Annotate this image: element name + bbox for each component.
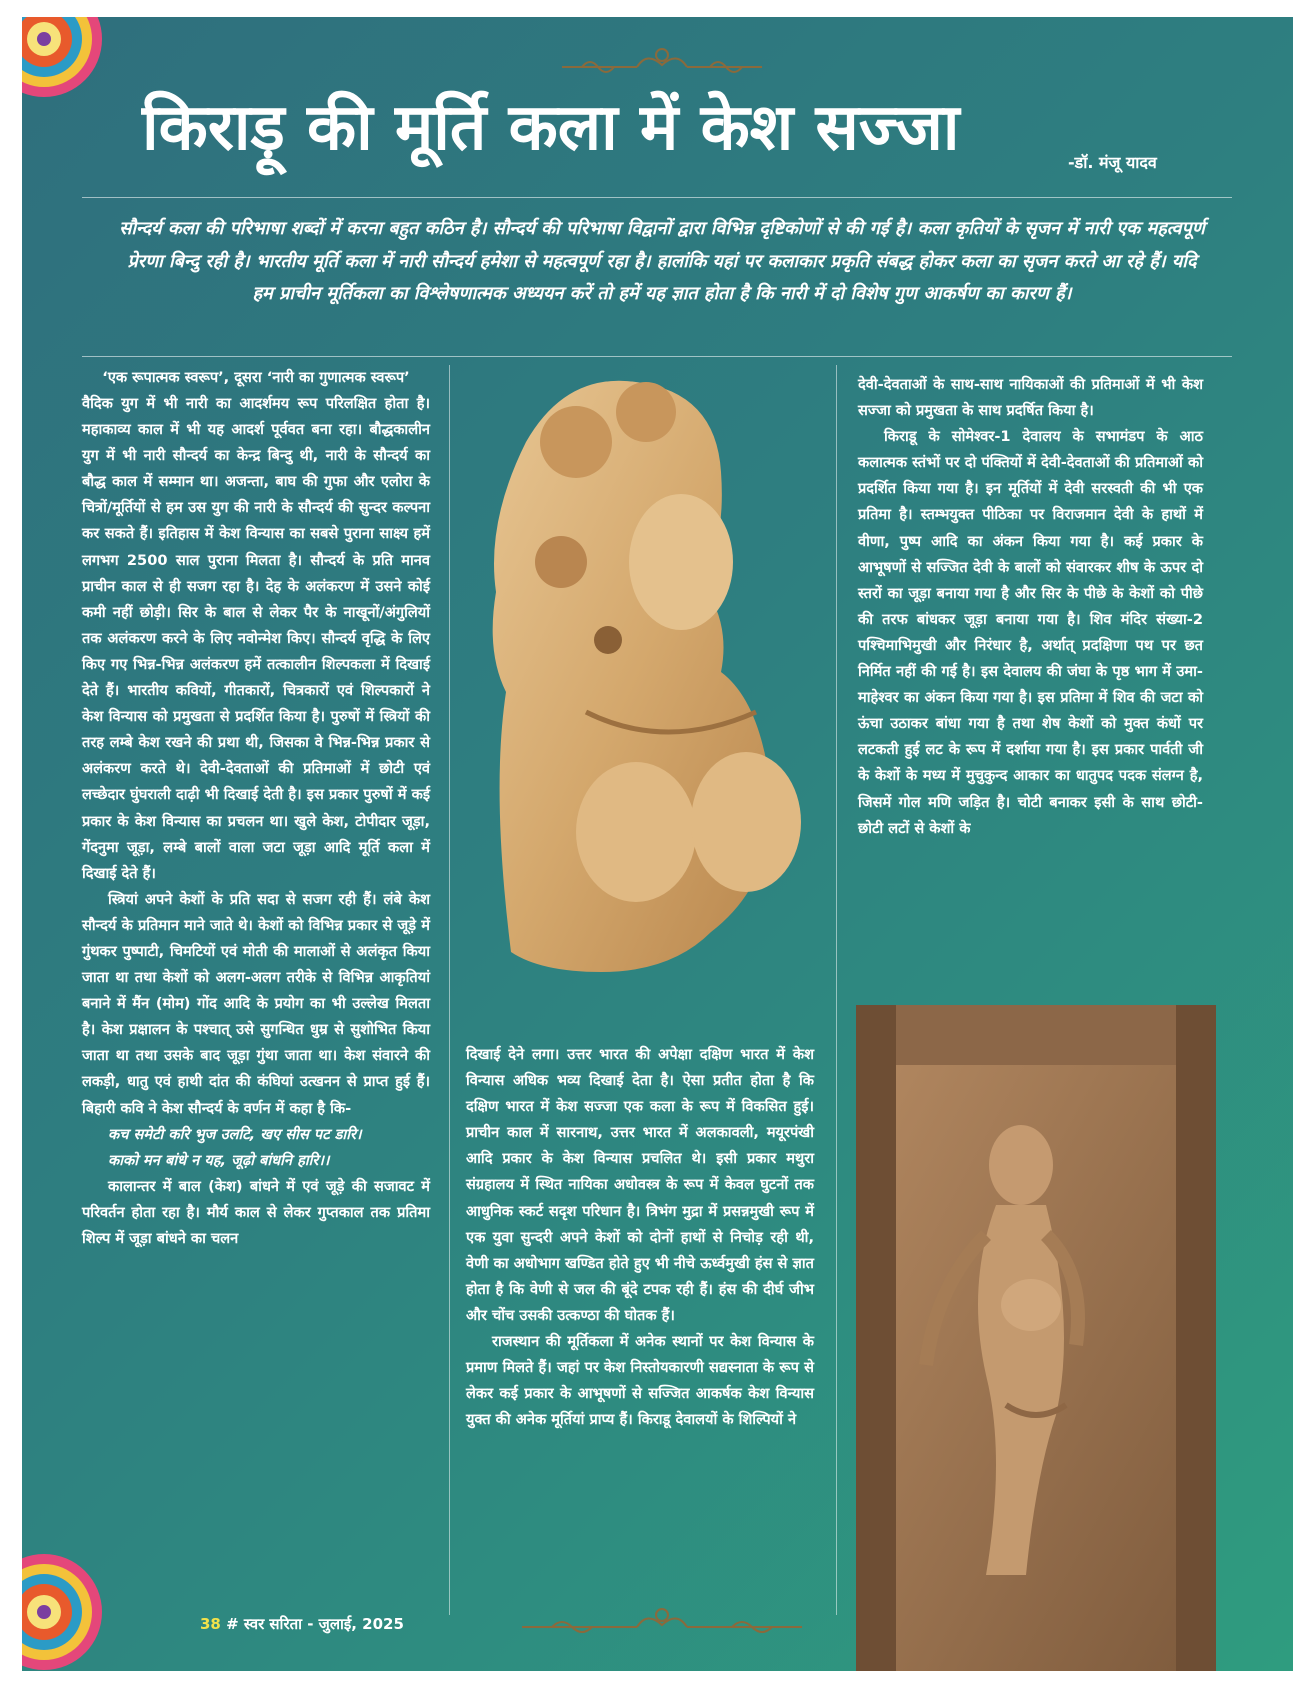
temple-carving-image [856,1005,1216,1671]
column-2 [466,1042,814,1433]
paragraph: कालान्तर में बाल (केश) बांधने में एवं जूड़े की सजावट में परिवर्तन होता रहा है। मौर्य काल से लेकर गुप्तकाल तक प्रतिमा शिल्प में जूड़ा बांधने का चलन [82,1177,430,1247]
divider-top [82,197,1232,198]
article-title: किराड़ू की मूर्ति कला में केश सज्जा [142,91,960,165]
verse-line: काको मन बांधे न यह, जूढ़ो बांधनि हारि।। [108,1151,330,1169]
paragraph: देवी-देवताओं के साथ-साथ नायिकाओं की प्रतिमाओं में भी केश सज्जा को प्रमुखता के साथ प्रदर्षित किया है। [858,376,1203,420]
column-subhead: ‘एक रूपात्मक स्वरूप’, दूसरा ‘नारी का गुणात्मक स्वरूप’ [102,369,410,386]
paragraph: स्त्रियां अपने केशों के प्रति सदा से सजग रही हैं। लंबे केश सौन्दर्य के प्रतिमान माने जाते थे। केशों को विभिन्न प्रकार से जूड़े में गुंथकर पुष्पाटी, चिमटियों एवं मोती की मालाओं से अलंकृत किया जाता था तथा केशों को अलग-अलग तरीके से विभिन्न आकृतियां बनाने में मैंन (मोम) गोंद आदि के प्रयोग का भी उल्लेख मिलता है। केश प्रक्षालन के पश्चात् उसे सुगन्धित धुम्र से सुशोभित किया जाता था तथा उसके बाद जूड़ा गुंथा जाता था। केश संवारने की लकड़ी, धातु एवं हाथी दांत की कंघियां उत्खनन से प्राप्त हुई हैं। बिहारी कवि ने केश सौन्दर्य के वर्णन में कहा है कि- [82,890,430,1117]
paragraph: राजस्थान की मूर्तिकला में अनेक स्थानों पर केश विन्यास के प्रमाण मिलते हैं। जहां पर केश निस्तोयकारणी सद्यस्नाता के रूप से लेकर कई प्रकार के आभूषणों से सज्जित आकर्षक केश विन्यास युक्त की अनेक मूर्तियां प्राप्य हैं। किराडू देवालयों के शिल्पियों ने [466,1333,814,1429]
column-divider-2 [836,365,837,1615]
column-1 [82,365,430,1252]
page-footer [200,1614,404,1634]
author-byline: -डॉ. मंजू यादव [1068,153,1157,172]
paragraph: किराडू के सोमेश्वर-1 देवालय के सभामंडप के आठ कलात्मक स्तंभों पर दो पंक्तियों में देवी-देवताओं की प्रतिमाओं को प्रदर्शित किया गया है। इन मूर्तियों में देवी सरस्वती की भी एक प्रतिमा है। स्तम्भयुक्त पीठिका पर विराजमान देवी के हाथों में वीणा, पुष्प आदि का अंकन किया गया है। कई प्रकार के आभूषणों से सज्जित देवी के बालों को संवारकर शीष के ऊपर दो स्तरों का जूड़ा बनाया गया है और सिर के पीछे के केशों को पीछे की तरफ बांधकर जूड़ा बनाया गया है। शिव मंदिर संख्या-2 पश्चिमाभिमुखी और निरंधार है, अर्थात् प्रदक्षिणा पथ पर छत निर्मित नहीं की गई है। इस देवालय की जंघा के पृष्ठ भाग में उमा-माहेश्वर का अंकन किया गया है। इस प्रतिमा में शिव की जटा को ऊंचा उठाकर बांधा गया है तथा शेष केशों को मुक्त कंधों पर लटकती हुई लट के रूप में दर्शाया गया है। इस प्रकार पार्वती जी के केशों के मध्य में मुचुकुन्द आकार का धातुपद पदक संलग्न है, जिसमें गोल मणि जड़ित है। चोटी बनाकर इसी के साथ छोटी-छोटी लटों से केशों के [858,428,1203,837]
paragraph: वैदिक युग में भी नारी का आदर्शमय रूप परिलक्षित होता है। महाकाव्य काल में भी यह आदर्श पूर्ववत बना रहा। बौद्धकालीन युग में भी नारी सौन्दर्य का केन्द्र बिन्दु थी, नारी के सौन्दर्य का बौद्ध काल में सम्मान था। अजन्ता, बाघ की गुफा और एलोरा के चित्रों/मूर्तियों से हम उस युग की नारी के सौन्दर्य की सुन्दर कल्पना कर सकते हैं। इतिहास में केश विन्यास का सबसे पुराना साक्ष्य हमें लगभग 2500 साल पुराना मिलता है। सौन्दर्य के प्रति मानव प्राचीन काल से ही सजग रहा है। देह के अलंकरण में उसने कोई कमी नहीं छोड़ी। सिर के बाल से लेकर पैर के नाखूनों/अंगुलियों तक अलंकरण करने के लिए नवोन्मेश किए। सौन्दर्य वृद्धि के लिए किए गए भिन्न-भिन्न अलंकरण हमें तत्कालीन शिल्पकला में दिखाई देते हैं। भारतीय कवियों, गीतकारों, चित्रकारों एवं शिल्पकारों ने केश विन्यास को प्रमुखता से प्रदर्शित किया है। पुरुषों में स्त्रियों की तरह लम्बे केश रखने की प्रथा थी, जिसका वे भिन्न-भिन्न प्रकार से अलंकरण करते थे। देवी-देवताओं की प्रतिमाओं में छोटी एवं लच्छेदार घुंघराली दाढ़ी भी दिखाई देती है। इस प्रकार पुरुषों में कई प्रकार के केश विन्यास का प्रचलन था। खुले केश, टोपीदार जूड़ा, गेंदनुमा जूड़ा, लम्बे बालों वाला जटा जूड़ा आदि मूर्ति कला में दिखाई देते हैं। [82,395,430,882]
mandala-corner-top-left [22,17,104,99]
column-3 [858,372,1203,842]
sculpture-bust-image [466,362,811,1017]
intro-paragraph: सौन्दर्य कला की परिभाषा शब्दों में करना बहुत कठिन है। सौन्दर्य की परिभाषा विद्वानों द्वारा विभिन्न दृष्टिकोणों से की गई है। कला कृतियों के सृजन में नारी एक महत्वपूर्ण प्रेरणा बिन्दु रही है। भारतीय मूर्ति कला में नारी सौन्दर्य हमेशा से महत्वपूर्ण रहा है। हालांकि यहां पर कलाकार प्रकृति संबद्ध होकर कला का सृजन करते आ रहे हैं। यदि हम प्राचीन मूर्तिकला का विश्लेषणात्मक अध्ययन करें तो हमें यह ज्ञात होता है कि नारी में दो विशेष गुण आकर्षण का कारण हैं। [119,218,1205,304]
column-divider-1 [449,365,450,1615]
paragraph: दिखाई देने लगा। उत्तर भारत की अपेक्षा दक्षिण भारत में केश विन्यास अधिक भव्य दिखाई देता है। ऐसा प्रतीत होता है कि दक्षिण भारत में केश सज्जा एक कला के रूप में विकसित हुई। प्राचीन काल में सारनाथ, उत्तर भारत में अलकावली, मयूरपंखी आदि प्रकार के केश विन्यास प्रचलित थे। इसी प्रकार मथुरा संग्रहालय में स्थित नायिका अधोवस्त्र के रूप में केवल घुटनों तक आधुनिक स्कर्ट सदृश परिधान है। त्रिभंग मुद्रा में प्रसन्नमुखी रूप में एक युवा सुन्दरी अपने केशों को दोनों हाथों से निचोड़ रही थी, वेणी का अधोभाग खण्डित होते हुए भी नीचे ऊर्ध्वमुखी हंस से ज्ञात होता है कि वेणी से जल की बूंदे टपक रही हैं। हंस की दीर्घ जीभ और चोंच उसकी उत्कण्ठा की घोतक हैं। [466,1046,814,1324]
magazine-page [22,17,1293,1671]
divider-bottom [82,356,1232,357]
mandala-corner-bottom-left [22,1552,104,1671]
verse-line: कच समेटी करि भुज उलटि, खए सीस पट डारि। [108,1125,362,1143]
page-number: 38 [200,1615,221,1633]
scroll-ornament-top [552,43,772,85]
scroll-ornament-bottom [512,1605,812,1647]
magazine-issue: # स्वर सरिता - जुलाई, 2025 [220,1615,404,1633]
